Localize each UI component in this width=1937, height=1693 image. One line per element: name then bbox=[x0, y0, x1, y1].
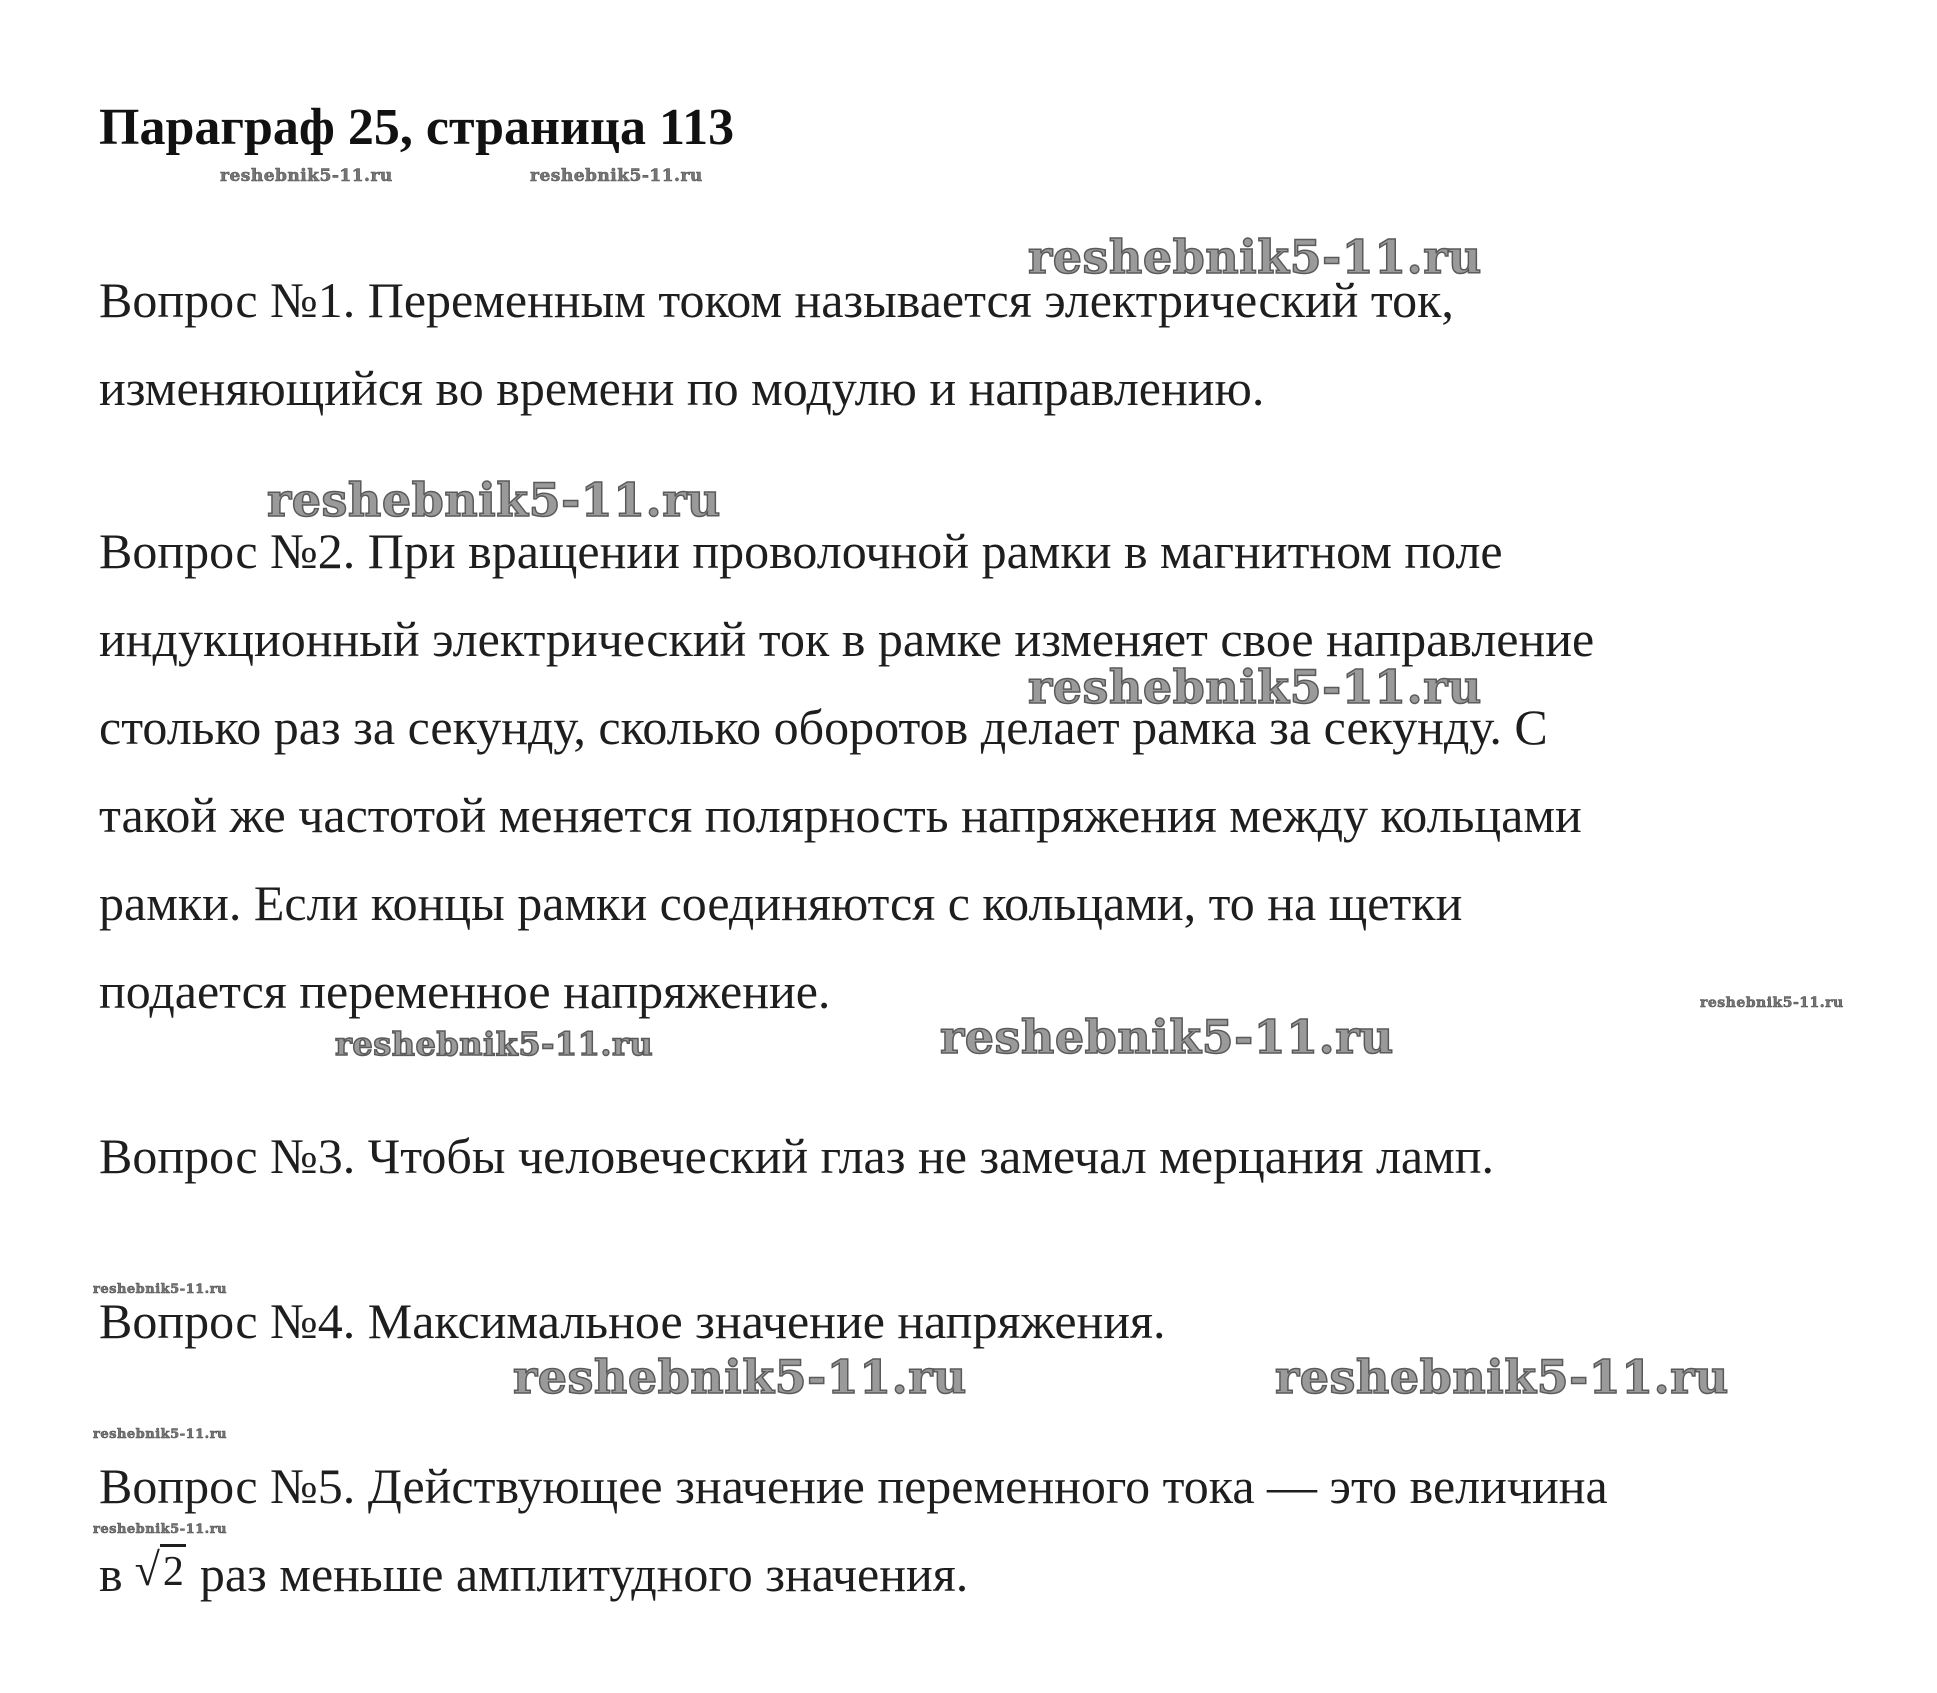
answer-2-line-4: такой же частотой меняется полярность напряжения между кольцами bbox=[99, 787, 1582, 843]
watermark-logo: reshebnik5-11.ru bbox=[267, 473, 721, 527]
watermark-logo: reshebnik5-11.ru bbox=[93, 1427, 228, 1442]
answer-4 bbox=[99, 1277, 1166, 1365]
answer-2-line-5: рамки. Если концы рамки соединяются с кольцами, то на щетки bbox=[99, 875, 1463, 931]
answer-5-prefix: в bbox=[99, 1546, 123, 1602]
answer-5-line-2 bbox=[99, 1530, 1608, 1618]
answer-2 bbox=[99, 507, 1594, 1035]
answer-1-line-1: Вопрос №1. Переменным током называется электрический ток, bbox=[99, 272, 1454, 328]
answer-5-line-1: Вопрос №5. Действующее значение переменного тока — это величина bbox=[99, 1458, 1608, 1514]
answer-3-line-1: Вопрос №3. Чтобы человеческий глаз не замечал мерцания ламп. bbox=[99, 1128, 1495, 1184]
answer-2-line-6: подается переменное напряжение. bbox=[99, 963, 831, 1019]
watermark-logo: reshebnik5-11.ru bbox=[220, 166, 393, 186]
answer-2-line-1: Вопрос №2. При вращении проволочной рамки в магнитном поле bbox=[99, 523, 1503, 579]
watermark-logo: reshebnik5-11.ru bbox=[335, 1025, 654, 1063]
answer-1-line-2: изменяющийся во времени по модулю и направлению. bbox=[99, 360, 1265, 416]
watermark-logo: reshebnik5-11.ru bbox=[1028, 230, 1482, 284]
page-title: Параграф 25, страница 113 bbox=[99, 99, 735, 156]
watermark-logo: reshebnik5-11.ru bbox=[93, 1282, 228, 1297]
watermark-logo: reshebnik5-11.ru bbox=[940, 1010, 1394, 1064]
radicand: 2 bbox=[160, 1544, 186, 1595]
answer-4-line-1: Вопрос №4. Максимальное значение напряжения. bbox=[99, 1293, 1166, 1349]
watermark-logo: reshebnik5-11.ru bbox=[1700, 995, 1844, 1011]
radical-sign: √ bbox=[134, 1544, 160, 1595]
answer-5-suffix: раз меньше амплитудного значения. bbox=[199, 1546, 969, 1602]
answer-5 bbox=[99, 1442, 1608, 1618]
answer-2-line-2: индукционный электрический ток в рамке изменяет свое направление bbox=[99, 611, 1595, 667]
watermark-logo: reshebnik5-11.ru bbox=[1028, 660, 1482, 714]
answer-2-line-3: столько раз за секунду, сколько оборотов делает рамка за секунду. С bbox=[99, 699, 1548, 755]
answer-1 bbox=[99, 256, 1454, 432]
watermark-logo: reshebnik5-11.ru bbox=[530, 166, 703, 186]
square-root-expression bbox=[134, 1544, 186, 1595]
watermark-logo: reshebnik5-11.ru bbox=[93, 1522, 228, 1537]
answer-3 bbox=[99, 1112, 1494, 1200]
watermark-logo: reshebnik5-11.ru bbox=[513, 1350, 967, 1404]
watermark-logo: reshebnik5-11.ru bbox=[1275, 1350, 1729, 1404]
